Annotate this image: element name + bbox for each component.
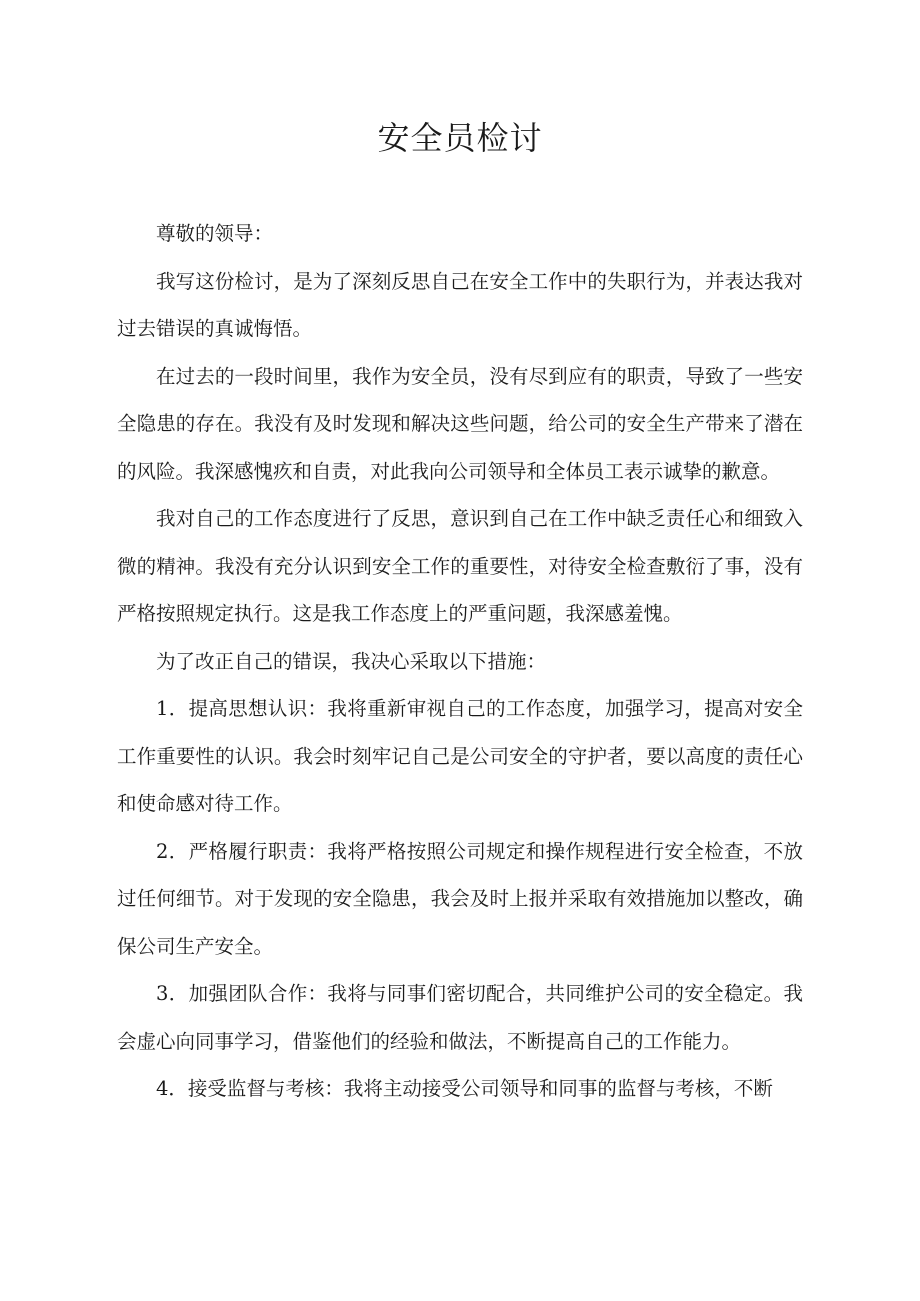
measure-item-4: 4．接受监督与考核：我将主动接受公司领导和同事的监督与考核，不断	[156, 1077, 773, 1100]
document-body	[117, 210, 803, 1113]
measure-item-3: 3．加强团队合作：我将与同事们密切配合，共同维护公司的安全稳定。我会虚心向同事学习，借鉴他们的经验和做法，不断提高自己的工作能力。	[117, 982, 803, 1053]
paragraph-failure: 在过去的一段时间里，我作为安全员，没有尽到应有的职责，导致了一些安全隐患的存在。我没有及时发现和解决这些问题，给公司的安全生产带来了潜在的风险。我深感愧疚和自责，对此我向公司领导和全体员工表示诚挚的歉意。	[117, 364, 803, 483]
measure-item-1: 1．提高思想认识：我将重新审视自己的工作态度，加强学习，提高对安全工作重要性的认识。我会时刻牢记自己是公司安全的守护者，要以高度的责任心和使命感对待工作。	[117, 697, 803, 815]
measure-item-2: 2．严格履行职责：我将严格按照公司规定和操作规程进行安全检查，不放过任何细节。对于发现的安全隐患，我会及时上报并采取有效措施加以整改，确保公司生产安全。	[117, 839, 803, 958]
paragraph-measures-intro: 为了改正自己的错误，我决心采取以下措施：	[156, 649, 547, 673]
paragraph-intro: 我写这份检讨，是为了深刻反思自己在安全工作中的失职行为，并表达我对过去错误的真诚悔悟。	[117, 269, 803, 340]
paragraph-reflection: 我对自己的工作态度进行了反思，意识到自己在工作中缺乏责任心和细致入微的精神。我没有充分认识到安全工作的重要性，对待安全检查敷衍了事，没有严格按照规定执行。这是我工作态度上的严重问题，我深感羞愧。	[117, 507, 803, 625]
salutation: 尊敬的领导：	[156, 222, 274, 245]
document-title: 安全员检讨	[377, 119, 543, 157]
